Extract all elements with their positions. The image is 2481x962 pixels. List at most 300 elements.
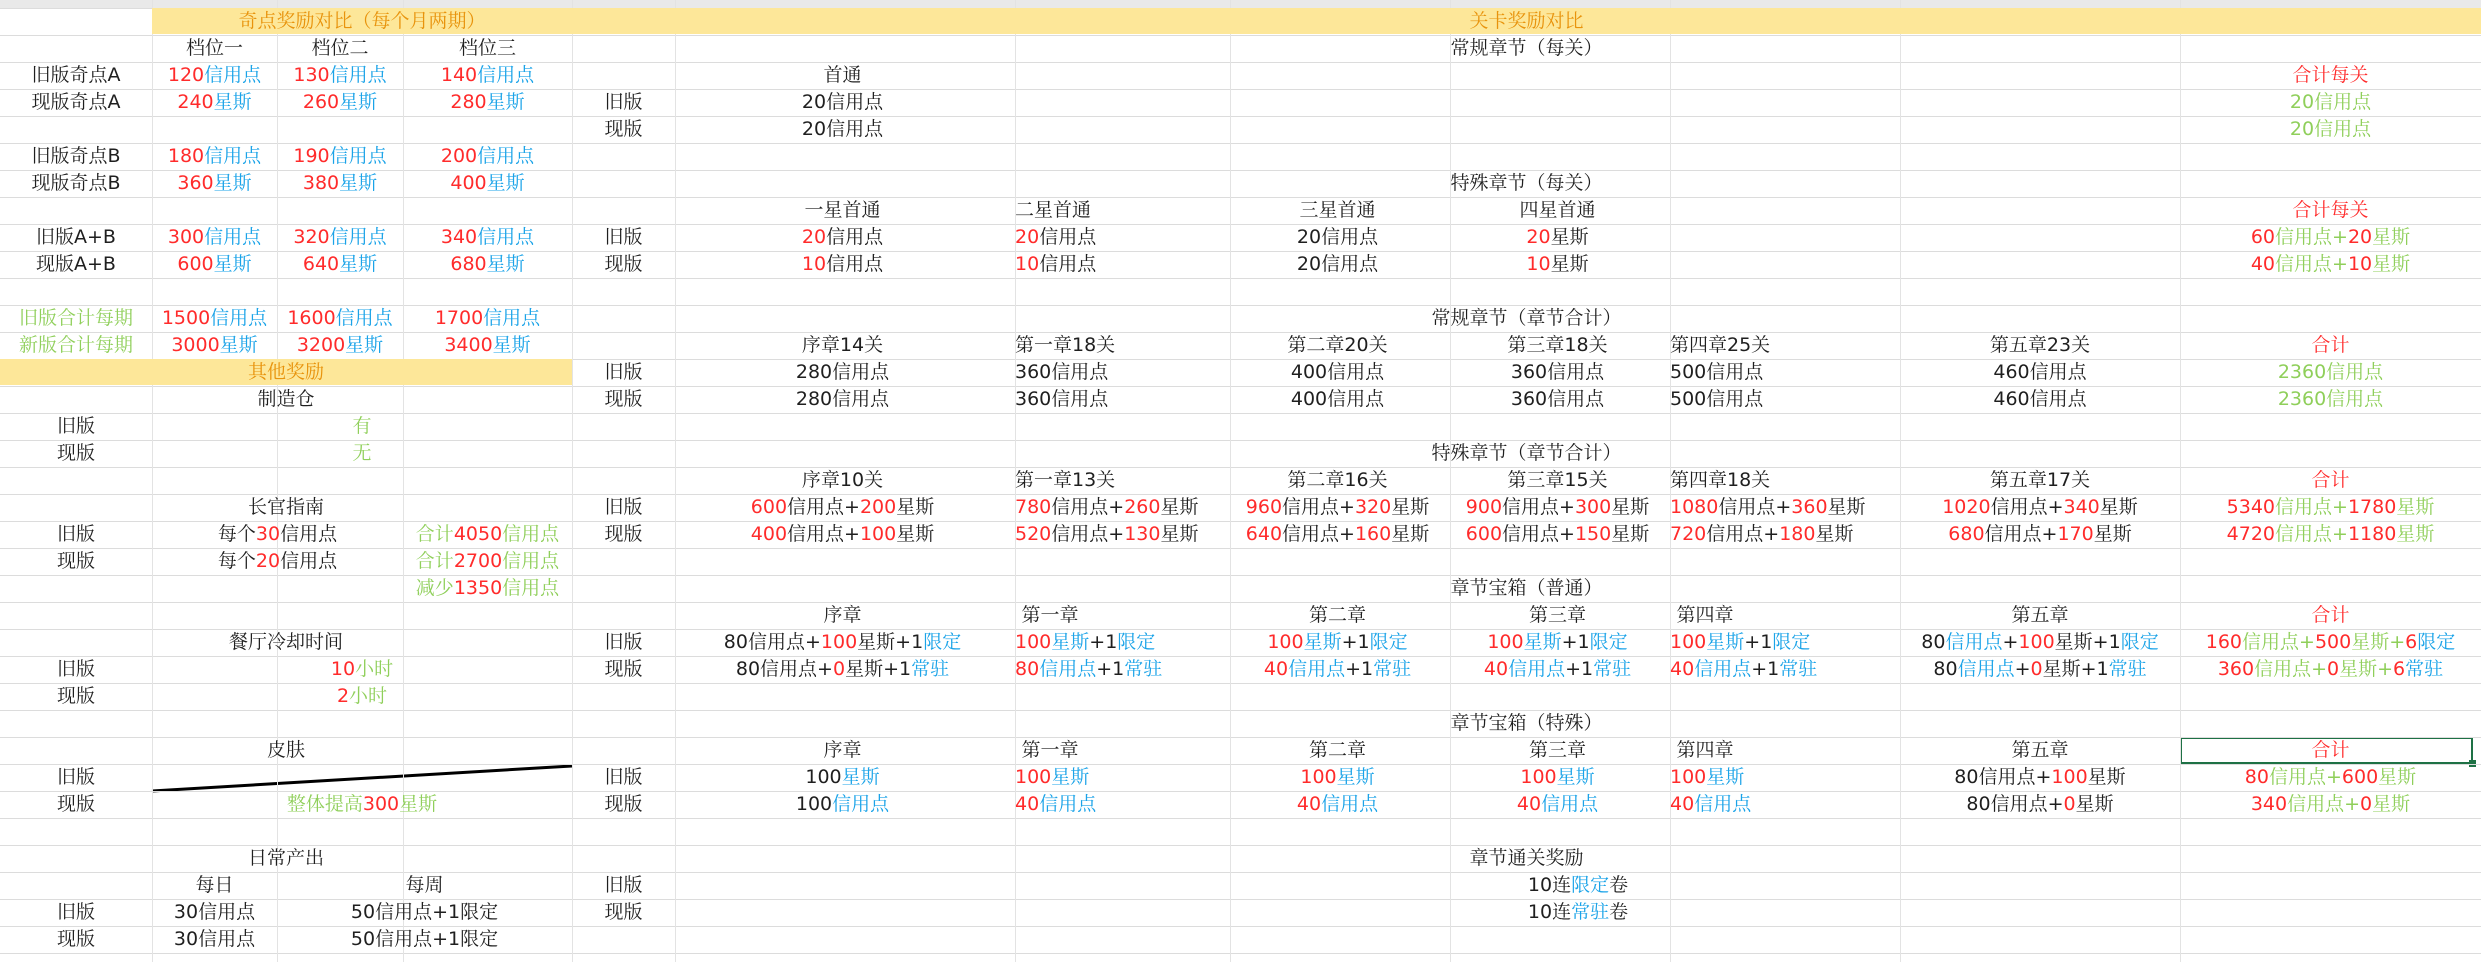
cell-r19-c22[interactable] [2180, 521, 2481, 548]
cell-r2-c22[interactable] [2180, 62, 2481, 89]
cell-text: 现版A+B [36, 253, 116, 275]
cell-text: 现版 [604, 901, 643, 923]
cell-r21-c6[interactable] [572, 575, 2481, 602]
cell-text: 130 [293, 64, 330, 86]
cell-text: 旧版 [56, 766, 95, 788]
cell-r7-c7[interactable] [675, 197, 1010, 224]
cell-r34-c1[interactable] [152, 926, 277, 953]
cell-text: 长官指南 [247, 496, 324, 518]
cell-r3-c1[interactable] [152, 89, 277, 116]
cell-r23-c22[interactable] [2180, 629, 2481, 656]
cell-text: 章节通关奖励 [1469, 847, 1584, 869]
cell-r12-c9[interactable] [1015, 332, 1116, 359]
cell-r28-c6[interactable] [572, 764, 675, 791]
cell-r18-c20[interactable] [1900, 494, 2180, 521]
cell-text: 星斯+1 [2054, 631, 2121, 653]
cell-r22-c22[interactable] [2180, 602, 2481, 629]
cell-text: 限定 [1117, 631, 1156, 653]
cell-text: 680 [450, 253, 487, 275]
cell-text: 旧版 [604, 496, 643, 518]
cell-r24-c15[interactable] [1450, 656, 1665, 683]
cell-r19-c1[interactable] [152, 521, 403, 548]
cell-r19-c20[interactable] [1900, 521, 2180, 548]
cell-r12-c22[interactable] [2180, 332, 2481, 359]
cell-r19-c4[interactable] [403, 521, 572, 548]
cell-r12-c3[interactable] [277, 332, 403, 359]
cell-r9-c13[interactable] [1230, 251, 1445, 278]
cell-text: 旧版A+B [36, 226, 116, 248]
cell-text: 信用点+ [2254, 658, 2328, 680]
cell-r14-c15[interactable] [1450, 386, 1665, 413]
cell-text: 160 [2205, 631, 2243, 653]
cell-r18-c15[interactable] [1450, 494, 1665, 521]
cell-r8-c7[interactable] [675, 224, 1010, 251]
cell-text: 360 [177, 172, 214, 194]
cell-r8-c22[interactable] [2180, 224, 2481, 251]
cell-r29-c7[interactable] [675, 791, 1010, 818]
cell-text: 星斯+ [2351, 631, 2406, 653]
cell-text: 新版合计每期 [18, 334, 133, 356]
cell-r22-c17[interactable] [1670, 602, 1740, 629]
cell-r12-c13[interactable] [1230, 332, 1445, 359]
cell-r8-c0[interactable] [0, 224, 152, 251]
cell-r19-c6[interactable] [572, 521, 675, 548]
cell-r32-c1[interactable] [152, 872, 277, 899]
cell-text: 780 [1015, 496, 1052, 518]
cell-r23-c0[interactable] [0, 629, 572, 656]
cell-text: 信用点+ [1502, 496, 1575, 518]
cell-r18-c0[interactable] [0, 494, 572, 521]
cell-r6-c0[interactable] [0, 170, 152, 197]
cell-r27-c22[interactable] [2180, 737, 2481, 764]
cell-r22-c7[interactable] [675, 602, 1010, 629]
cell-r13-c6[interactable] [572, 359, 675, 386]
cell-text: 信用点 [1694, 793, 1752, 815]
cell-text: 第二章 [1308, 604, 1366, 626]
cell-r19-c9[interactable] [1015, 521, 1199, 548]
cell-r24-c9[interactable] [1015, 656, 1163, 683]
cell-r9-c6[interactable] [572, 251, 675, 278]
cell-r14-c22[interactable] [2180, 386, 2481, 413]
cell-r23-c9[interactable] [1015, 629, 1156, 656]
cell-r1-c1[interactable] [152, 35, 277, 62]
cell-r8-c1[interactable] [152, 224, 277, 251]
cell-text: 100 [1015, 631, 1052, 653]
cell-r19-c15[interactable] [1450, 521, 1665, 548]
cell-r24-c13[interactable] [1230, 656, 1445, 683]
cell-text: 第四章25关 [1670, 334, 1771, 356]
cell-text: 信用点 [329, 64, 387, 86]
cell-text: 360信用点 [1510, 361, 1605, 383]
cell-text: 常驻 [2108, 658, 2147, 680]
cell-r27-c15[interactable] [1450, 737, 1665, 764]
cell-text: 星斯 [1391, 496, 1430, 518]
cell-text: 0 [2030, 658, 2043, 680]
cell-r24-c22[interactable] [2180, 656, 2481, 683]
cell-r28-c0[interactable] [0, 764, 152, 791]
cell-r17-c7[interactable] [675, 467, 1010, 494]
cell-text: 信用点 [1541, 793, 1599, 815]
cell-r18-c17[interactable] [1670, 494, 1866, 521]
cell-r12-c17[interactable] [1670, 332, 1771, 359]
cell-r14-c6[interactable] [572, 386, 675, 413]
cell-r29-c9[interactable] [1015, 791, 1097, 818]
cell-r14-c20[interactable] [1900, 386, 2180, 413]
cell-r13-c17[interactable] [1670, 359, 1764, 386]
cell-text: 常驻 [1779, 658, 1818, 680]
cell-r2-c1[interactable] [152, 62, 277, 89]
cell-r2-c3[interactable] [277, 62, 403, 89]
cell-text: 100 [1520, 766, 1557, 788]
cell-r29-c0[interactable] [0, 791, 152, 818]
cell-r3-c7[interactable] [675, 89, 1010, 116]
cell-r20-c4[interactable] [403, 548, 572, 575]
cell-text: 旧版 [56, 901, 95, 923]
cell-text: 信用点 [1039, 793, 1097, 815]
cell-r9-c1[interactable] [152, 251, 277, 278]
cell-r5-c0[interactable] [0, 143, 152, 170]
cell-text: 星斯 [345, 334, 384, 356]
cell-text: 常驻 [1571, 901, 1610, 923]
cell-r23-c13[interactable] [1230, 629, 1445, 656]
cell-r22-c13[interactable] [1230, 602, 1445, 629]
cell-r33-c7[interactable] [675, 899, 2481, 926]
cell-r25-c0[interactable] [0, 683, 152, 710]
cell-r32-c3[interactable] [277, 872, 572, 899]
cell-text: 信用点+ [1706, 523, 1780, 545]
cell-r24-c0[interactable] [0, 656, 152, 683]
cell-r27-c20[interactable] [1900, 737, 2180, 764]
cell-r8-c9[interactable] [1015, 224, 1097, 251]
cell-r19-c0[interactable] [0, 521, 152, 548]
cell-r34-c3[interactable] [277, 926, 572, 953]
cell-r21-c4[interactable] [403, 575, 572, 602]
cell-text: 星斯+1 [857, 631, 924, 653]
cell-text: 30信用点 [173, 901, 256, 923]
cell-text: 星斯+ [2339, 658, 2394, 680]
cell-r8-c4[interactable] [403, 224, 572, 251]
cell-text: 400信用点 [1290, 361, 1385, 383]
cell-r23-c20[interactable] [1900, 629, 2180, 656]
cell-r24-c7[interactable] [675, 656, 1010, 683]
cell-r15-c0[interactable] [0, 413, 152, 440]
cell-r13-c15[interactable] [1450, 359, 1665, 386]
cell-text: 合计 [2311, 739, 2350, 761]
cell-text: 100 [795, 793, 833, 815]
cell-text: 限定 [2120, 631, 2159, 653]
cell-text: 20信用点 [1296, 253, 1379, 275]
cell-r31-c0[interactable] [0, 845, 572, 872]
cell-r33-c3[interactable] [277, 899, 572, 926]
cell-r0-c1[interactable] [152, 8, 572, 35]
cell-r8-c3[interactable] [277, 224, 403, 251]
cell-r20-c0[interactable] [0, 548, 152, 575]
cell-text: 旧版 [604, 874, 643, 896]
cell-r17-c20[interactable] [1900, 467, 2180, 494]
cell-text: 180 [167, 145, 205, 167]
cell-r14-c17[interactable] [1670, 386, 1764, 413]
cell-r9-c3[interactable] [277, 251, 403, 278]
cell-text: 5340 [2226, 496, 2276, 518]
cell-r27-c13[interactable] [1230, 737, 1445, 764]
cell-r1-c6[interactable] [572, 35, 2481, 62]
cell-r18-c9[interactable] [1015, 494, 1199, 521]
cell-r16-c0[interactable] [0, 440, 152, 467]
cell-r16-c6[interactable] [572, 440, 2481, 467]
cell-r13-c9[interactable] [1015, 359, 1109, 386]
cell-text: 常规章节（章节合计） [1431, 307, 1622, 329]
cell-text: 合计 [2311, 604, 2350, 626]
cell-text: 100 [820, 631, 858, 653]
cell-text: 50信用点+1限定 [350, 928, 499, 950]
cell-r1-c4[interactable] [403, 35, 572, 62]
cell-r17-c22[interactable] [2180, 467, 2481, 494]
cell-r9-c4[interactable] [403, 251, 572, 278]
cell-r14-c7[interactable] [675, 386, 1010, 413]
cell-r17-c17[interactable] [1670, 467, 1771, 494]
cell-r6-c3[interactable] [277, 170, 403, 197]
cell-text: 130 [1124, 523, 1161, 545]
cell-text: 每个 [217, 550, 256, 572]
cell-r29-c1[interactable] [152, 791, 572, 818]
cell-text: 制造仓 [257, 388, 315, 410]
cell-r12-c15[interactable] [1450, 332, 1665, 359]
cell-r8-c6[interactable] [572, 224, 675, 251]
cell-text: 300 [362, 793, 400, 815]
cell-text: 40 [2250, 253, 2276, 275]
cell-r29-c17[interactable] [1670, 791, 1752, 818]
cell-r8-c15[interactable] [1450, 224, 1665, 251]
cell-text: 合计 [2311, 469, 2350, 491]
cell-r11-c3[interactable] [277, 305, 403, 332]
cell-text: +1 [1089, 631, 1118, 653]
cell-r28-c22[interactable] [2180, 764, 2481, 791]
cell-r13-c22[interactable] [2180, 359, 2481, 386]
cell-text: 信用点 [204, 145, 262, 167]
cell-r18-c6[interactable] [572, 494, 675, 521]
cell-text: 第五章17关 [1989, 469, 2091, 491]
cell-r12-c4[interactable] [403, 332, 572, 359]
cell-r4-c7[interactable] [675, 116, 1010, 143]
cell-text: 第四章18关 [1670, 469, 1771, 491]
cell-r20-c1[interactable] [152, 548, 403, 575]
cell-r29-c15[interactable] [1450, 791, 1665, 818]
cell-r17-c15[interactable] [1450, 467, 1665, 494]
cell-r17-c13[interactable] [1230, 467, 1445, 494]
cell-text: +1 [1561, 631, 1590, 653]
cell-r28-c9[interactable] [1015, 764, 1090, 791]
cell-text: 旧版 [604, 91, 643, 113]
cell-r19-c7[interactable] [675, 521, 1010, 548]
cell-r28-c15[interactable] [1450, 764, 1665, 791]
cell-r5-c4[interactable] [403, 143, 572, 170]
cell-text: 第一章 [1021, 604, 1079, 626]
cell-r12-c20[interactable] [1900, 332, 2180, 359]
cell-r23-c7[interactable] [675, 629, 1010, 656]
cell-text: 1020 [1942, 496, 1991, 518]
cell-text: 第一章 [1021, 739, 1079, 761]
cell-r1-c3[interactable] [277, 35, 403, 62]
cell-r19-c13[interactable] [1230, 521, 1445, 548]
cell-text: 680 [1948, 523, 1985, 545]
cell-r28-c17[interactable] [1670, 764, 1745, 791]
cell-r12-c0[interactable] [0, 332, 152, 359]
cell-r12-c1[interactable] [152, 332, 277, 359]
cell-r9-c15[interactable] [1450, 251, 1665, 278]
cell-r13-c0[interactable] [0, 359, 572, 386]
cell-text: 信用点 [329, 226, 387, 248]
cell-text: 奇点奖励对比（每个月两期） [238, 10, 486, 32]
cell-r12-c7[interactable] [675, 332, 1010, 359]
cell-r24-c6[interactable] [572, 656, 675, 683]
cell-r24-c17[interactable] [1670, 656, 1818, 683]
cell-text: 1780 [2347, 496, 2397, 518]
cell-r22-c9[interactable] [1015, 602, 1085, 629]
cell-r11-c1[interactable] [152, 305, 277, 332]
cell-text: 80信用点+ [735, 658, 833, 680]
cell-r3-c6[interactable] [572, 89, 675, 116]
cell-text: 1350 [453, 577, 503, 599]
cell-r3-c22[interactable] [2180, 89, 2481, 116]
cell-text: 信用点 [502, 523, 560, 545]
cell-r27-c17[interactable] [1670, 737, 1740, 764]
cell-text: 星斯 [1051, 631, 1090, 653]
cell-r14-c0[interactable] [0, 386, 572, 413]
cell-text: 10 [1526, 253, 1551, 275]
cell-text: 星斯 [2396, 523, 2435, 545]
cell-r5-c3[interactable] [277, 143, 403, 170]
cell-r4-c6[interactable] [572, 116, 675, 143]
cell-r24-c1[interactable] [152, 656, 572, 683]
cell-r17-c9[interactable] [1015, 467, 1116, 494]
cell-r28-c13[interactable] [1230, 764, 1445, 791]
cell-r18-c22[interactable] [2180, 494, 2481, 521]
cell-r15-c1[interactable] [152, 413, 572, 440]
cell-r22-c15[interactable] [1450, 602, 1665, 629]
cell-r7-c9[interactable] [1015, 197, 1092, 224]
cell-r5-c1[interactable] [152, 143, 277, 170]
cell-text: 20信用点 [2289, 118, 2372, 140]
cell-text: 20信用点 [801, 91, 884, 113]
cell-text: 1700 [434, 307, 484, 329]
cell-r3-c0[interactable] [0, 89, 152, 116]
cell-r6-c4[interactable] [403, 170, 572, 197]
cell-r33-c6[interactable] [572, 899, 675, 926]
cell-r23-c6[interactable] [572, 629, 675, 656]
cell-text: 信用点 [1508, 658, 1566, 680]
cell-r9-c9[interactable] [1015, 251, 1097, 278]
cell-r31-c6[interactable] [572, 845, 2481, 872]
cell-r14-c9[interactable] [1015, 386, 1109, 413]
cell-r14-c13[interactable] [1230, 386, 1445, 413]
cell-text: 星斯 [213, 253, 252, 275]
cell-r11-c6[interactable] [572, 305, 2481, 332]
cell-r13-c20[interactable] [1900, 359, 2180, 386]
cell-r33-c0[interactable] [0, 899, 152, 926]
cell-text: 280 [450, 91, 487, 113]
cell-r3-c3[interactable] [277, 89, 403, 116]
cell-r9-c7[interactable] [675, 251, 1010, 278]
cell-r29-c13[interactable] [1230, 791, 1445, 818]
cell-r3-c4[interactable] [403, 89, 572, 116]
cell-r19-c17[interactable] [1670, 521, 1854, 548]
cell-r23-c17[interactable] [1670, 629, 1811, 656]
cell-r0-c6[interactable] [572, 8, 2481, 35]
cell-text: 每周 [405, 874, 444, 896]
cell-text: 现版 [56, 928, 95, 950]
cell-text: 3400 [444, 334, 493, 356]
cell-text: 第五章23关 [1989, 334, 2091, 356]
cell-r33-c1[interactable] [152, 899, 277, 926]
cell-r6-c6[interactable] [572, 170, 2481, 197]
cell-text: 100 [805, 766, 842, 788]
cell-r9-c0[interactable] [0, 251, 152, 278]
cell-r7-c13[interactable] [1230, 197, 1445, 224]
cell-text: 旧版 [604, 631, 643, 653]
cell-r7-c15[interactable] [1450, 197, 1665, 224]
cell-text: 460信用点 [1993, 388, 2087, 410]
cell-r34-c0[interactable] [0, 926, 152, 953]
cell-r18-c7[interactable] [675, 494, 1010, 521]
cell-text: 现版 [56, 442, 95, 464]
cell-r27-c9[interactable] [1015, 737, 1085, 764]
cell-r2-c0[interactable] [0, 62, 152, 89]
cell-r27-c0[interactable] [0, 737, 572, 764]
cell-text: 星斯 [1160, 496, 1199, 518]
cell-r16-c1[interactable] [152, 440, 572, 467]
cell-text: 旧版 [56, 523, 95, 545]
cell-r7-c22[interactable] [2180, 197, 2481, 224]
cell-r28-c20[interactable] [1900, 764, 2180, 791]
cell-text: 第三章15关 [1507, 469, 1608, 491]
cell-r22-c20[interactable] [1900, 602, 2180, 629]
cell-text: 100 [1300, 766, 1337, 788]
cell-r13-c7[interactable] [675, 359, 1010, 386]
cell-r28-c7[interactable] [675, 764, 1010, 791]
cell-r32-c6[interactable] [572, 872, 675, 899]
cell-r9-c22[interactable] [2180, 251, 2481, 278]
cell-r23-c15[interactable] [1450, 629, 1665, 656]
cell-r11-c0[interactable] [0, 305, 152, 332]
cell-text: +1 [1751, 658, 1780, 680]
cell-r2-c4[interactable] [403, 62, 572, 89]
cell-r24-c20[interactable] [1900, 656, 2180, 683]
cell-r29-c20[interactable] [1900, 791, 2180, 818]
cell-text: 320 [1354, 496, 1392, 518]
cell-r29-c6[interactable] [572, 791, 675, 818]
cell-text: 序章 [823, 739, 862, 761]
cell-text: 信用点 [280, 550, 338, 572]
cell-r18-c13[interactable] [1230, 494, 1445, 521]
cell-r25-c1[interactable] [152, 683, 572, 710]
cell-text: 信用点+ [1051, 496, 1125, 518]
cell-r26-c6[interactable] [572, 710, 2481, 737]
cell-r27-c7[interactable] [675, 737, 1010, 764]
cell-text: 340 [2250, 793, 2288, 815]
cell-r13-c13[interactable] [1230, 359, 1445, 386]
cell-r11-c4[interactable] [403, 305, 572, 332]
cell-r32-c7[interactable] [675, 872, 2481, 899]
cell-r4-c22[interactable] [2180, 116, 2481, 143]
cell-text: 信用点 [477, 64, 535, 86]
cell-r29-c22[interactable] [2180, 791, 2481, 818]
cell-r2-c7[interactable] [675, 62, 1010, 89]
cell-text: 信用点 [483, 307, 541, 329]
cell-text: 200 [440, 145, 478, 167]
cell-r8-c13[interactable] [1230, 224, 1445, 251]
row-gridline [0, 818, 2481, 819]
cell-r6-c1[interactable] [152, 170, 277, 197]
